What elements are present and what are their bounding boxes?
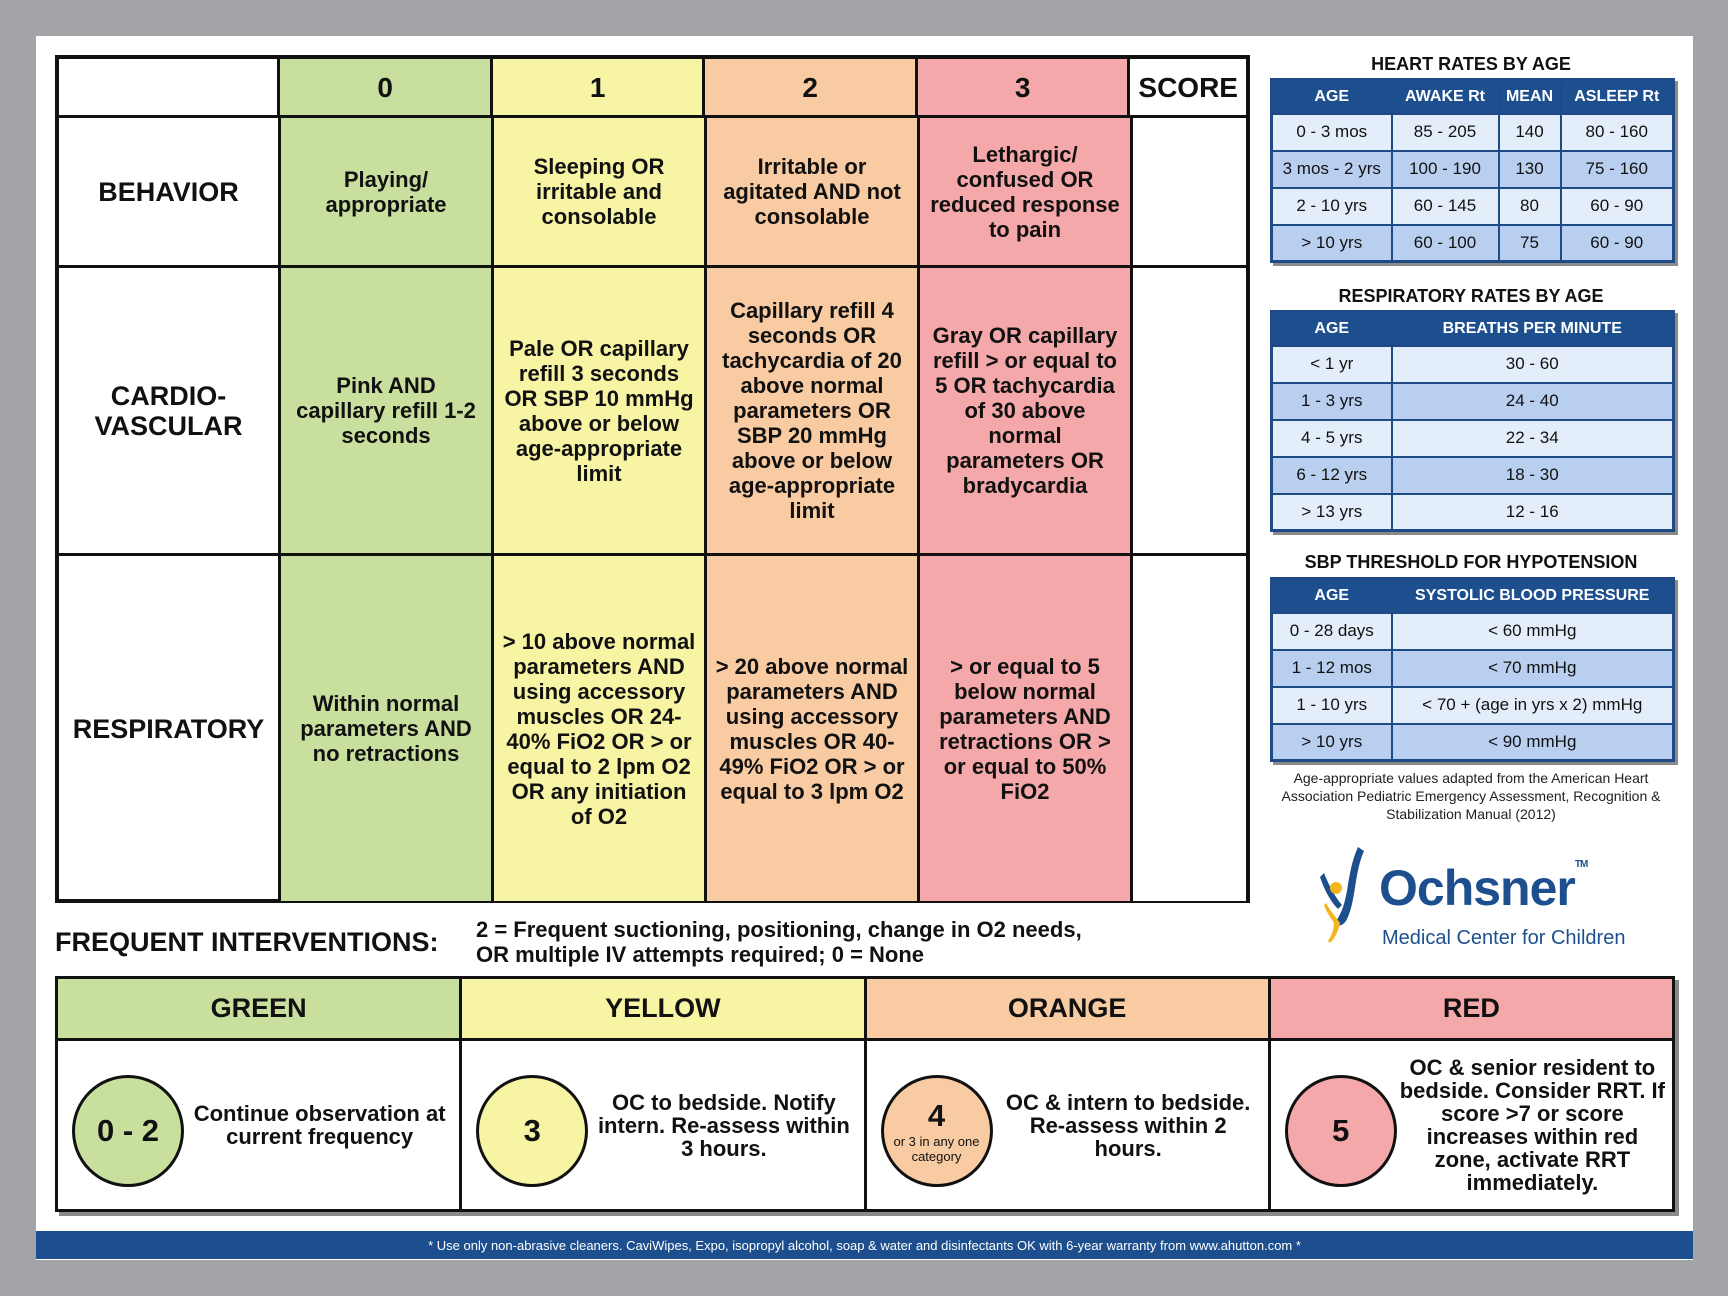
table-row <box>1272 188 1674 225</box>
criteria-cell: Capillary refill 4 seconds OR tachycardia of 20 above normal parameters OR SBP 20 mmHg above or below age-appropriate limit <box>707 268 920 553</box>
interventions-line-1: 2 = Frequent suctioning, positioning, change in O2 needs, <box>476 917 1082 942</box>
score-entry-cell[interactable] <box>1133 268 1246 553</box>
table-row <box>1272 420 1674 457</box>
cell: 0 - 28 days <box>1272 613 1392 650</box>
cell: 60 - 90 <box>1561 225 1674 262</box>
score-circle-note: or 3 in any one category <box>893 1134 980 1164</box>
score-circle: 0 - 2 <box>72 1075 184 1187</box>
criteria-cell: Playing/ appropriate <box>281 118 494 265</box>
zone-action: OC to bedside. Notify intern. Re-assess within 3 hours. <box>597 1089 850 1161</box>
cell: 22 - 34 <box>1392 420 1674 457</box>
criteria-cell: Sleeping OR irritable and consolable <box>494 118 707 265</box>
zone-action: OC & intern to bedside. Re-assess within 2 hours. <box>1005 1089 1251 1161</box>
table-row <box>1272 346 1674 383</box>
cell: > 10 yrs <box>1272 225 1392 262</box>
criteria-cell: Irritable or agitated AND not consolable <box>707 118 920 265</box>
cell: 100 - 190 <box>1392 151 1499 188</box>
cell: 80 - 160 <box>1561 114 1674 151</box>
col-header: AGE <box>1272 312 1392 346</box>
cell: 3 mos - 2 yrs <box>1272 151 1392 188</box>
zone-header: GREEN <box>58 979 459 1041</box>
respiratory-rates-title: RESPIRATORY RATES BY AGE <box>1338 286 1604 306</box>
row-label: CARDIO- VASCULAR <box>59 268 281 553</box>
heart-rates-table <box>1270 78 1675 263</box>
cell: 2 - 10 yrs <box>1272 188 1392 225</box>
cell: < 90 mmHg <box>1392 724 1674 761</box>
score-circle: 3 <box>476 1075 588 1187</box>
header-blank <box>59 59 280 115</box>
interventions-line-2: OR multiple IV attempts required; 0 = None <box>476 942 925 967</box>
table-row <box>1272 383 1674 420</box>
cell: 0 - 3 mos <box>1272 114 1392 151</box>
table-row <box>1272 457 1674 494</box>
ochsner-logo <box>1316 843 1636 963</box>
zone-red <box>1271 979 1672 1209</box>
logo-subtitle: Medical Center for Children <box>1382 927 1626 949</box>
ochsner-figure-icon <box>1316 843 1376 953</box>
cell: 6 - 12 yrs <box>1272 457 1392 494</box>
cell: 60 - 90 <box>1561 188 1674 225</box>
col-header: BREATHS PER MINUTE <box>1392 312 1674 346</box>
frequent-interventions-text <box>476 917 1176 967</box>
cell: > 13 yrs <box>1272 494 1392 531</box>
cell: 1 - 10 yrs <box>1272 687 1392 724</box>
score-entry-cell[interactable] <box>1133 556 1246 901</box>
source-note: Age-appropriate values adapted from the American Heart Association Pediatric Emergency Assessment, Recognition & Stabilization Manual (2012) <box>1281 770 1661 822</box>
table-row <box>1272 151 1674 188</box>
cell: 85 - 205 <box>1392 114 1499 151</box>
table-row <box>1272 724 1674 761</box>
score-circle: 4 or 3 in any one category <box>881 1075 993 1187</box>
criteria-cell: Pale OR capillary refill 3 seconds OR SBP 10 mmHg above or below age-appropriate limit <box>494 268 707 553</box>
cell: > 10 yrs <box>1272 724 1392 761</box>
cell: < 60 mmHg <box>1392 613 1674 650</box>
risk-zones <box>55 976 1675 1212</box>
criteria-cell: Gray OR capillary refill > or equal to 5 OR tachycardia of 30 above normal parameters OR bradycardia <box>920 268 1133 553</box>
sbp-threshold-table <box>1270 577 1675 762</box>
sbp-threshold-title: SBP THRESHOLD FOR HYPOTENSION <box>1304 552 1638 572</box>
zone-green <box>58 979 462 1209</box>
cell: 75 <box>1499 225 1561 262</box>
row-label: RESPIRATORY <box>59 556 281 901</box>
cell: < 1 yr <box>1272 346 1392 383</box>
pews-score-table <box>55 55 1250 903</box>
score-circle: 5 <box>1285 1075 1397 1187</box>
criteria-cell: > 10 above normal parameters AND using accessory muscles OR 24-40% FiO2 OR > or equal to 2 lpm O2 OR any initiation of O2 <box>494 556 707 901</box>
cell: < 70 + (age in yrs x 2) mmHg <box>1392 687 1674 724</box>
table-row <box>1272 650 1674 687</box>
header-score-3: 3 <box>918 59 1130 115</box>
zone-header: RED <box>1271 979 1672 1041</box>
cell: 12 - 16 <box>1392 494 1674 531</box>
header-score-0: 0 <box>280 59 492 115</box>
cell: 80 <box>1499 188 1561 225</box>
cell: 18 - 30 <box>1392 457 1674 494</box>
cell: < 70 mmHg <box>1392 650 1674 687</box>
cell: 75 - 160 <box>1561 151 1674 188</box>
table-row <box>1272 613 1674 650</box>
criteria-cell: > 20 above normal parameters AND using accessory muscles OR 40-49% FiO2 OR > or equal to 3 lpm O2 <box>707 556 920 901</box>
col-header: ASLEEP Rt <box>1561 80 1674 114</box>
cell: 140 <box>1499 114 1561 151</box>
table-header-row <box>59 59 1246 118</box>
zone-orange <box>867 979 1271 1209</box>
cell: 1 - 3 yrs <box>1272 383 1392 420</box>
cell: 130 <box>1499 151 1561 188</box>
zone-action: Continue observation at current frequency <box>193 1101 446 1149</box>
table-row-behavior <box>59 118 1246 268</box>
logo-wordmark: Ochsner™ <box>1379 859 1588 916</box>
table-row <box>1272 114 1674 151</box>
heart-rates-title: HEART RATES BY AGE <box>1371 54 1571 74</box>
col-header: MEAN <box>1499 80 1561 114</box>
criteria-cell: > or equal to 5 below normal parameters AND retractions OR > or equal to 50% FiO2 <box>920 556 1133 901</box>
cell: 30 - 60 <box>1392 346 1674 383</box>
header-score-total: SCORE <box>1130 59 1246 115</box>
criteria-cell: Lethargic/ confused OR reduced response to pain <box>920 118 1133 265</box>
criteria-cell: Pink AND capillary refill 1-2 seconds <box>281 268 494 553</box>
footer-disclaimer: * Use only non-abrasive cleaners. CaviWipes, Expo, isopropyl alcohol, soap & water and disinfectants OK with 6-year warranty from www.ahutton.com * <box>36 1231 1693 1259</box>
table-row <box>1272 494 1674 531</box>
table-row <box>1272 687 1674 724</box>
col-header: AGE <box>1272 80 1392 114</box>
cell: 60 - 100 <box>1392 225 1499 262</box>
respiratory-rates-table <box>1270 310 1675 532</box>
col-header: AWAKE Rt <box>1392 80 1499 114</box>
zone-action: OC & senior resident to bedside. Consider RRT. If score >7 or score increases within red zone, activate RRT immediately. <box>1399 1055 1665 1195</box>
cell: 4 - 5 yrs <box>1272 420 1392 457</box>
header-score-2: 2 <box>705 59 917 115</box>
cell: 60 - 145 <box>1392 188 1499 225</box>
row-label: BEHAVIOR <box>59 118 281 265</box>
table-row <box>1272 225 1674 262</box>
cell: 24 - 40 <box>1392 383 1674 420</box>
zone-yellow <box>462 979 866 1209</box>
zone-header: YELLOW <box>462 979 863 1041</box>
frequent-interventions-label: FREQUENT INTERVENTIONS: <box>55 927 439 957</box>
col-header: SYSTOLIC BLOOD PRESSURE <box>1392 579 1674 613</box>
table-row-respiratory <box>59 556 1246 901</box>
cell: 1 - 12 mos <box>1272 650 1392 687</box>
table-row-cardiovascular <box>59 268 1246 556</box>
score-entry-cell[interactable] <box>1133 118 1246 265</box>
col-header: AGE <box>1272 579 1392 613</box>
criteria-cell: Within normal parameters AND no retractions <box>281 556 494 901</box>
header-score-1: 1 <box>493 59 705 115</box>
zone-header: ORANGE <box>867 979 1268 1041</box>
